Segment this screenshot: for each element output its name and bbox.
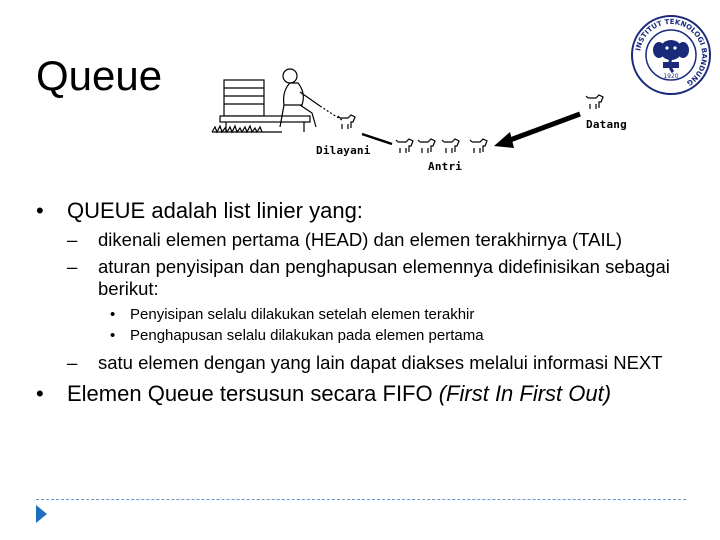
subsubbullet-text: Penghapusan selalu dilakukan pada elemen pertama	[130, 327, 484, 344]
subsubbullet-text: Penyisipan selalu dilakukan setelah elemen terakhir	[130, 306, 475, 323]
subbullet-head-tail	[67, 229, 706, 251]
logo-year: 1920	[663, 73, 679, 80]
subbullet-text: dikenali elemen pertama (HEAD) dan elemen terakhirnya (TAIL)	[98, 229, 623, 250]
bullet-queue-definition	[36, 199, 706, 223]
slide-title: Queue	[36, 52, 163, 99]
dash-marker: –	[67, 229, 78, 250]
subsubbullet-insert	[108, 305, 706, 325]
subbullet-next	[67, 352, 706, 374]
bullet-dot: •	[36, 198, 44, 223]
bullet-text: QUEUE adalah list linier yang:	[67, 198, 363, 223]
bullet-dot: •	[110, 327, 116, 344]
bullet-fifo	[36, 382, 706, 406]
bullet-dot: •	[110, 306, 116, 323]
label-queue: Antri	[428, 160, 463, 173]
label-served: Dilayani	[316, 144, 371, 157]
bullet-text-italic: (First In First Out)	[438, 381, 612, 406]
itb-logo	[630, 14, 712, 96]
nav-arrow-icon[interactable]	[36, 505, 47, 523]
logo-ring-text: INSTITUT TEKNOLOGI BANDUNG	[634, 17, 709, 88]
subbullet-text: aturan penyisipan dan penghapusan elemennya didefinisikan sebagai berikut:	[98, 256, 670, 299]
label-arriving: Datang	[586, 118, 627, 131]
dash-marker: –	[67, 256, 78, 277]
bullet-text: Elemen Queue tersusun secara FIFO	[67, 381, 439, 406]
queue-illustration-drawing	[210, 62, 632, 190]
subbullet-text: satu elemen dengan yang lain dapat diakses melalui informasi NEXT	[98, 352, 663, 373]
bullet-list	[36, 199, 706, 412]
footer-divider	[36, 499, 686, 500]
subbullet-rules	[67, 256, 706, 300]
queue-illustration	[210, 62, 632, 190]
dash-marker: –	[67, 352, 78, 373]
bullet-dot: •	[36, 381, 44, 406]
subsubbullet-delete	[108, 326, 706, 346]
